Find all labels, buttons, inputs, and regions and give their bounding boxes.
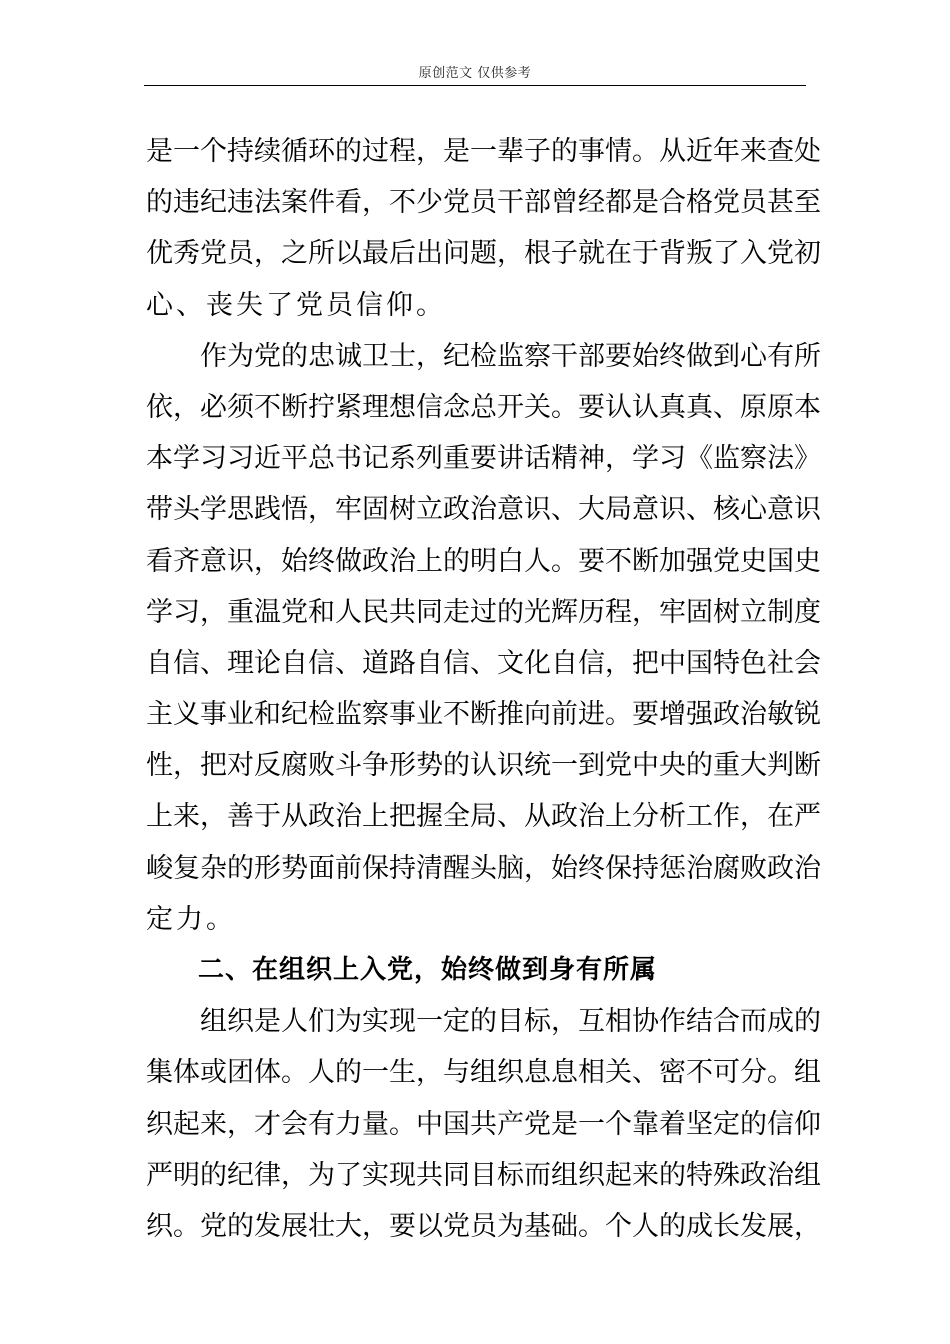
- text-line: 的违纪违法案件看，不少党员干部曾经都是合格党员甚至: [146, 187, 821, 219]
- text-line: 峻复杂的形势面前保持清醒头脑，始终保持惩治腐败政治: [146, 852, 821, 884]
- text-line: 依，必须不断拧紧理想信念总开关。要认认真真、原原本: [146, 391, 821, 423]
- text-line: 作为党的忠诚卫士，纪检监察干部要始终做到心有所: [200, 340, 821, 372]
- paragraph-continuation: [146, 126, 821, 331]
- text-line: 组织是人们为实现一定的目标，互相协作结合而成的: [200, 1006, 821, 1038]
- text-line: 上来，善于从政治上把握全局、从政治上分析工作，在严: [146, 801, 821, 833]
- section-heading: 二、在组织上入党，始终做到身有所属: [198, 955, 658, 985]
- text-line: 织起来，才会有力量。中国共产党是一个靠着坚定的信仰: [146, 1108, 821, 1140]
- text-line: 优秀党员，之所以最后出问题，根子就在于背叛了入党初: [146, 238, 821, 270]
- header-divider: [144, 85, 806, 86]
- text-line: 定力。: [146, 903, 236, 935]
- text-line: 学习，重温党和人民共同走过的光辉历程，牢固树立制度: [146, 596, 821, 628]
- text-line: 心、丧失了党员信仰。: [146, 289, 446, 321]
- text-line: 带头学思践悟，牢固树立政治意识、大局意识、核心意识: [146, 494, 821, 526]
- text-line: 看齐意识，始终做政治上的明白人。要不断加强党史国史: [146, 545, 821, 577]
- page-header: 原创范文 仅供参考: [418, 66, 532, 81]
- paragraph-organization: [146, 996, 821, 1252]
- text-line: 性，把对反腐败斗争形势的认识统一到党中央的重大判断: [146, 750, 821, 782]
- text-line: 主义事业和纪检监察事业不断推向前进。要增强政治敏锐: [146, 699, 821, 731]
- paragraph-loyal-guard: [146, 331, 821, 945]
- text-line: 严明的纪律，为了实现共同目标而组织起来的特殊政治组: [146, 1159, 821, 1191]
- text-line: 织。党的发展壮大，要以党员为基础。个人的成长发展，: [146, 1210, 821, 1242]
- text-line: 自信、理论自信、道路自信、文化自信，把中国特色社会: [146, 647, 821, 679]
- text-line: 本学习习近平总书记系列重要讲话精神，学习《监察法》: [146, 443, 821, 475]
- document-body: [146, 126, 821, 1252]
- text-line: 集体或团体。人的一生，与组织息息相关、密不可分。组: [146, 1057, 821, 1089]
- text-line: 是一个持续循环的过程，是一辈子的事情。从近年来查处: [146, 136, 821, 167]
